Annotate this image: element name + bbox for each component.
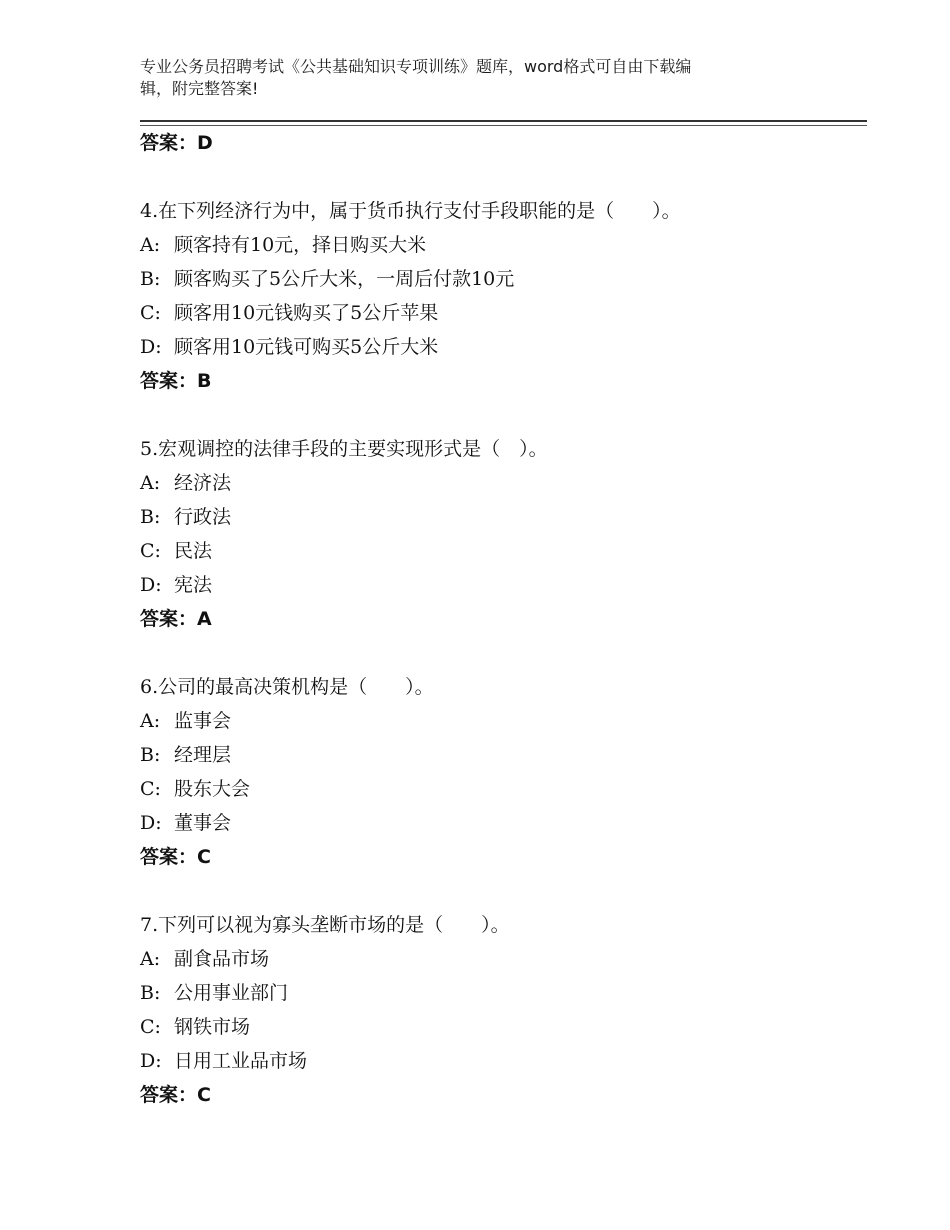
header-line-1: 专业公务员招聘考试《公共基础知识专项训练》题库，word格式可自由下载编: [140, 57, 692, 76]
option-b: [140, 742, 867, 768]
option-letter: C:: [140, 302, 161, 324]
option-letter: B:: [140, 506, 161, 528]
option-letter: B:: [140, 982, 161, 1004]
question-answer: 答案：C: [140, 1084, 211, 1106]
option-c: [140, 776, 867, 802]
question-stem: 5.宏观调控的法律手段的主要实现形式是（ ）。: [140, 438, 548, 460]
question-answer: 答案：A: [140, 608, 212, 630]
option-letter: C:: [140, 1016, 161, 1038]
option-text: 监事会: [174, 710, 232, 732]
option-letter: C:: [140, 778, 161, 800]
option-text: 顾客持有10元，择日购买大米: [174, 234, 427, 256]
option-a: [140, 708, 867, 734]
option-a: [140, 470, 867, 496]
header-divider-thin: [140, 125, 867, 126]
question-5: [140, 436, 867, 632]
option-b: [140, 980, 867, 1006]
option-text: 公用事业部门: [174, 982, 289, 1004]
option-text: 日用工业品市场: [174, 1050, 308, 1072]
option-text: 顾客购买了5公斤大米，一周后付款10元: [174, 268, 515, 290]
option-text: 经济法: [174, 472, 232, 494]
option-a: [140, 232, 867, 258]
option-text: 股东大会: [174, 778, 251, 800]
option-b: [140, 504, 867, 530]
option-letter: A:: [140, 472, 161, 494]
option-b: [140, 266, 867, 292]
option-text: 钢铁市场: [174, 1016, 251, 1038]
option-letter: A:: [140, 710, 161, 732]
option-letter: A:: [140, 234, 161, 256]
option-letter: D:: [140, 574, 162, 596]
option-d: [140, 334, 867, 360]
question-4: [140, 198, 867, 394]
option-d: [140, 810, 867, 836]
option-c: [140, 300, 867, 326]
option-c: [140, 1014, 867, 1040]
option-letter: A:: [140, 948, 161, 970]
option-d: [140, 1048, 867, 1074]
option-letter: D:: [140, 812, 162, 834]
question-6: [140, 674, 867, 870]
header-line-2: 辑，附完整答案!: [140, 79, 259, 98]
question-stem: 4.在下列经济行为中，属于货币执行支付手段职能的是（ ）。: [140, 200, 681, 222]
header-divider-thick: [140, 120, 867, 122]
question-stem: 6.公司的最高决策机构是（ ）。: [140, 676, 434, 698]
previous-question-answer: 答案：D: [140, 132, 213, 154]
option-letter: D:: [140, 336, 162, 358]
option-text: 民法: [174, 540, 213, 562]
document-header: [140, 56, 800, 100]
option-letter: B:: [140, 744, 161, 766]
option-d: [140, 572, 867, 598]
option-text: 行政法: [174, 506, 232, 528]
question-answer: 答案：C: [140, 846, 211, 868]
option-text: 董事会: [174, 812, 232, 834]
option-text: 副食品市场: [174, 948, 270, 970]
question-list: [140, 130, 867, 1108]
option-a: [140, 946, 867, 972]
question-stem: 7.下列可以视为寡头垄断市场的是（ ）。: [140, 914, 510, 936]
question-answer: 答案：B: [140, 370, 212, 392]
option-text: 宪法: [174, 574, 213, 596]
question-7: [140, 912, 867, 1108]
option-c: [140, 538, 867, 564]
option-text: 顾客用10元钱可购买5公斤大米: [174, 336, 439, 358]
option-text: 顾客用10元钱购买了5公斤苹果: [174, 302, 439, 324]
option-letter: D:: [140, 1050, 162, 1072]
option-text: 经理层: [174, 744, 232, 766]
option-letter: C:: [140, 540, 161, 562]
option-letter: B:: [140, 268, 161, 290]
